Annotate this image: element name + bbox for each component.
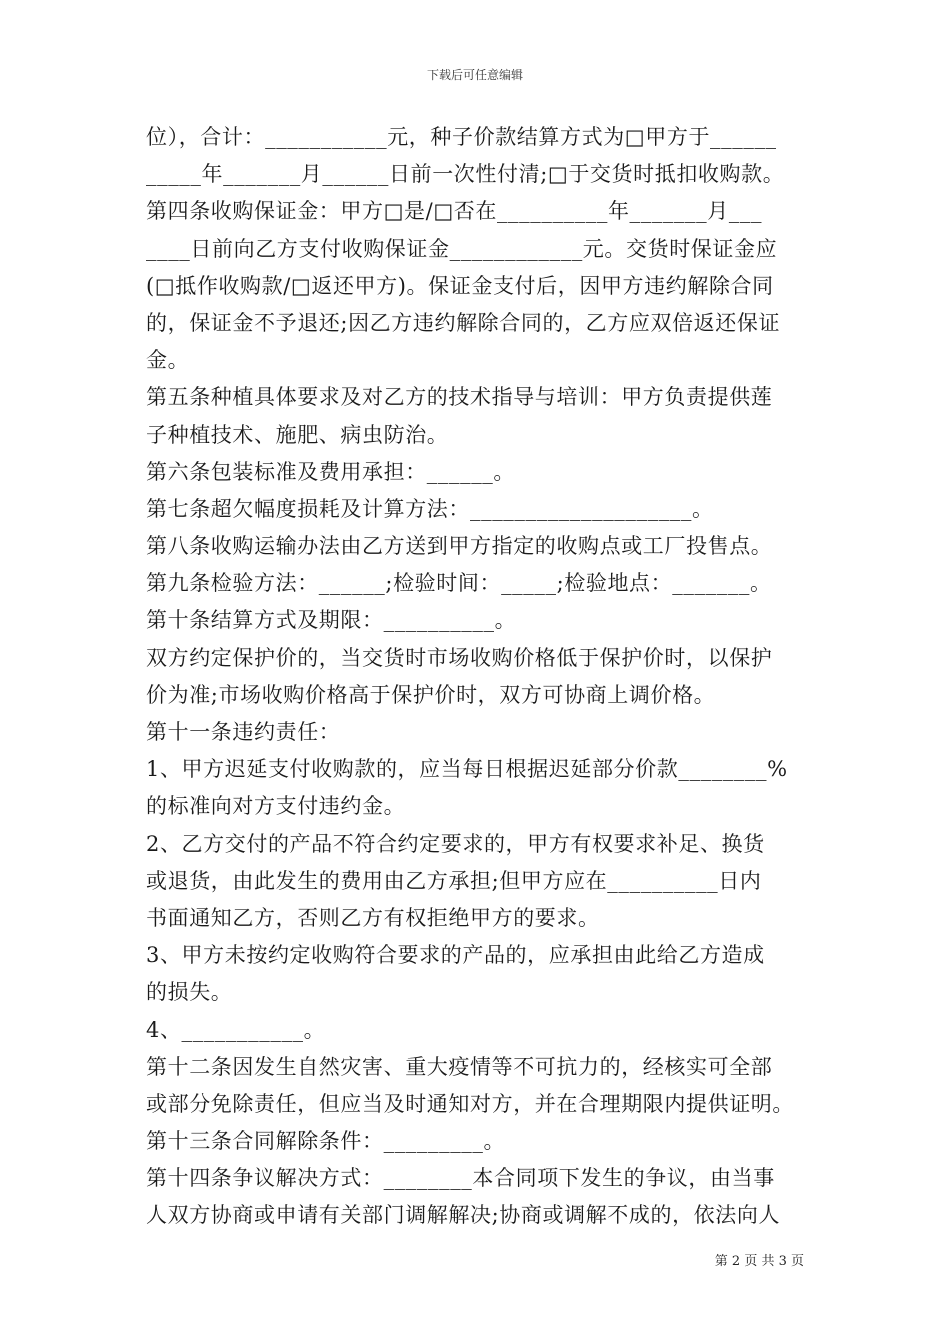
text-line: 第五条种植具体要求及对乙方的技术指导与培训：甲方负责提供莲 [146,385,773,410]
text-line: 4、___________。 [146,1017,326,1042]
text-line: 或退货，由此发生的费用由乙方承担;但甲方应在__________日内 [146,868,762,893]
text-line: 第六条包装标准及费用承担：______。 [146,459,515,484]
text-line: 第四条收购保证金：甲方□是/□否在__________年_______月___ [146,199,763,224]
text-line: 价为准;市场收购价格高于保护价时，双方可协商上调价格。 [146,682,716,707]
page-number: 第 2 页 共 3 页 [714,1254,804,1269]
text-line: 或部分免除责任，但应当及时通知对方，并在合理期限内提供证明。 [146,1091,794,1116]
text-line: 第八条收购运输办法由乙方送到甲方指定的收购点或工厂投售点。 [146,534,773,559]
text-line: 位），合计：___________元，种子价款结算方式为□甲方于______ [146,125,777,149]
text-line: 的，保证金不予退还;因乙方违约解除合同的，乙方应双倍返还保证 [146,310,781,335]
text-line: 金。 [146,348,190,373]
text-line: 第十二条因发生自然灾害、重大疫情等不可抗力的，经核实可全部 [146,1054,773,1079]
text-line: 第七条超欠幅度损耗及计算方法：____________________。 [146,496,714,521]
document-body [146,119,810,1235]
text-line: _____年_______月______日前一次性付清;□于交货时抵扣收购款。 [146,162,785,187]
text-line: 的损失。 [146,980,233,1005]
text-line: 第九条检验方法：______;检验时间：_____;检验地点：_______。 [146,571,772,596]
text-line: 第十一条违约责任： [146,720,341,744]
text-line: 子种植技术、施肥、病虫防治。 [146,422,449,447]
text-line: 2、乙方交付的产品不符合约定要求的，甲方有权要求补足、换货 [146,831,765,856]
header-note: 下载后可任意编辑 [426,68,523,82]
text-line: 第十条结算方式及期限：__________。 [146,608,517,633]
text-line: 人双方协商或申请有关部门调解解决;协商或调解不成的，依法向人 [146,1203,781,1228]
text-line: 双方约定保护价的，当交货时市场收购价格低于保护价时，以保护 [146,645,773,670]
text-line: 1、甲方迟延支付收购款的，应当每日根据迟延部分价款________% [146,757,788,782]
text-line: (□抵作收购款/□返还甲方)。保证金支付后，因甲方违约解除合同 [146,273,774,298]
text-line: ____日前向乙方支付收购保证金____________元。交货时保证金应 [146,236,778,261]
text-line: 的标准向对方支付违约金。 [146,794,406,819]
text-line: 第十三条合同解除条件：_________。 [146,1129,506,1154]
text-line: 书面通知乙方，否则乙方有权拒绝甲方的要求。 [146,905,600,930]
text-line: 第十四条争议解决方式：________本合同项下发生的争议，由当事 [146,1166,775,1191]
text-line: 3、甲方未按约定收购符合要求的产品的，应承担由此给乙方造成 [146,943,765,968]
